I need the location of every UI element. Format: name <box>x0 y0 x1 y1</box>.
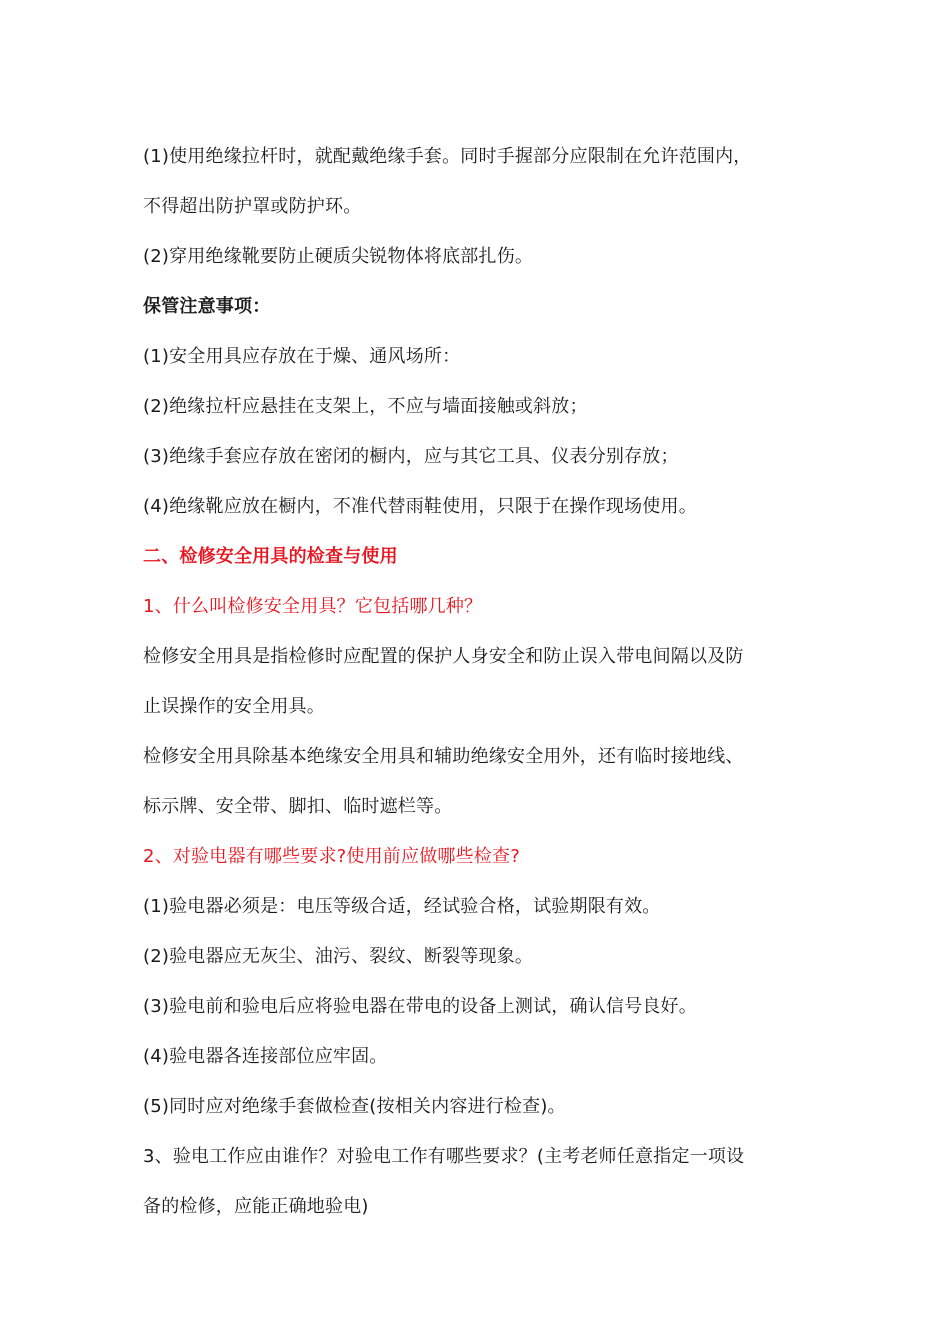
paragraph-line: 标示牌、安全带、脚扣、临时遮栏等。 <box>143 796 453 817</box>
paragraph-line: (2)穿用绝缘靴要防止硬质尖锐物体将底部扎伤。 <box>143 246 534 267</box>
paragraph-line: (4)验电器各连接部位应牢固。 <box>143 1046 388 1067</box>
question-heading: 1、什么叫检修安全用具？它包括哪几种？ <box>143 596 483 617</box>
paragraph-line: (3)绝缘手套应存放在密闭的橱内，应与其它工具、仪表分别存放； <box>143 446 679 467</box>
paragraph-line: 不得超出防护罩或防护环。 <box>143 196 362 217</box>
paragraph-line: (1)安全用具应存放在于燥、通风场所： <box>143 346 461 367</box>
document-body <box>143 132 813 1232</box>
paragraph-line: (2)绝缘拉杆应悬挂在支架上，不应与墙面接触或斜放； <box>143 396 588 417</box>
section-heading: 二、检修安全用具的检查与使用 <box>143 546 398 567</box>
paragraph-line: 止误操作的安全用具。 <box>143 696 325 717</box>
paragraph-line: 3、验电工作应由谁作？对验电工作有哪些要求？(主考老师任意指定一项设 <box>143 1146 745 1167</box>
paragraph-line: (2)验电器应无灰尘、油污、裂纹、断裂等现象。 <box>143 946 534 967</box>
question-heading: 2、对验电器有哪些要求?使用前应做哪些检查? <box>143 846 520 867</box>
paragraph-line: (3)验电前和验电后应将验电器在带电的设备上测试，确认信号良好。 <box>143 996 697 1017</box>
paragraph-line: 检修安全用具是指检修时应配置的保护人身安全和防止误入带电间隔以及防 <box>143 646 744 667</box>
paragraph-line: (5)同时应对绝缘手套做检查(按相关内容进行检查)。 <box>143 1096 566 1117</box>
section-subheading: 保管注意事项： <box>143 296 271 317</box>
paragraph-line: (1)验电器必须是：电压等级合适，经试验合格，试验期限有效。 <box>143 896 661 917</box>
paragraph-line: 检修安全用具除基本绝缘安全用具和辅助绝缘安全用外，还有临时接地线、 <box>143 746 744 767</box>
paragraph-line: (1)使用绝缘拉杆时，就配戴绝缘手套。同时手握部分应限制在允许范围内， <box>143 146 752 167</box>
paragraph-line: 备的检修，应能正确地验电) <box>143 1196 369 1217</box>
paragraph-line: (4)绝缘靴应放在橱内，不准代替雨鞋使用，只限于在操作现场使用。 <box>143 496 697 517</box>
